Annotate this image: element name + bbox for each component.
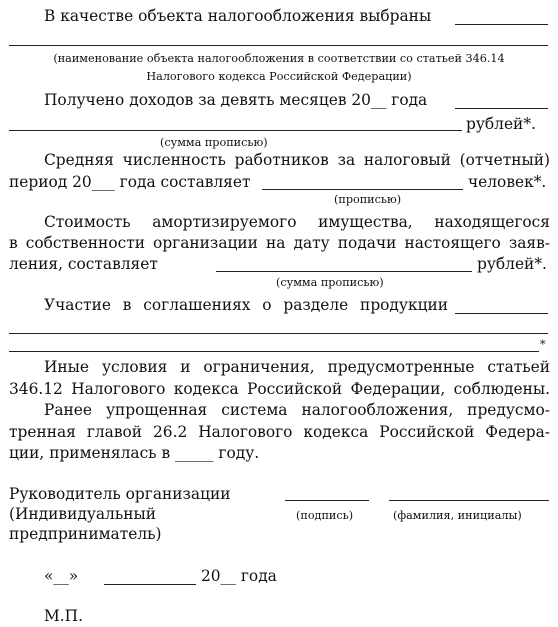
signature-caption: (подпись) (296, 509, 354, 522)
property-amount-blank[interactable] (216, 271, 472, 272)
object-of-taxation-blank[interactable] (455, 24, 548, 25)
previous-system-label-3: ции, применялась в _____ году. (9, 444, 260, 462)
income-rubles-suffix: рублей*. (466, 115, 536, 133)
object-of-taxation-caption-1: (наименование объекта налогообложения в соответствии со статьей 346.14 (53, 52, 505, 65)
income-caption: (сумма прописью) (160, 136, 268, 149)
psa-blank[interactable] (455, 313, 548, 314)
property-label-3: ления, составляет (9, 255, 158, 273)
employees-caption: (прописью) (334, 193, 402, 206)
object-of-taxation-label: В качестве объекта налогообложения выбраны (44, 7, 432, 25)
property-caption: (сумма прописью) (276, 276, 384, 289)
stamp-place-label: М.П. (44, 607, 83, 625)
property-label-2: в собственности организации на дату подачи настоящего заяв- (9, 234, 550, 252)
income-amount-blank[interactable] (9, 130, 462, 131)
psa-label: Участие в соглашениях о разделе продукции (44, 296, 448, 314)
property-rubles-suffix: рублей*. (477, 255, 547, 273)
full-name-caption: (фамилия, инициалы) (393, 509, 522, 522)
previous-system-label-2: тренная главой 26.2 Налогового кодекса Российской Федера- (9, 423, 550, 441)
psa-asterisk: * (540, 338, 546, 351)
entrepreneur-label-2: предприниматель) (9, 525, 162, 543)
previous-system-label: Ранее упрощенная система налогообложения, предусмо- (44, 401, 550, 419)
psa-blank-3[interactable] (9, 351, 539, 352)
entrepreneur-label: (Индивидуальный (9, 505, 156, 523)
income-label: Получено доходов за девять месяцев 20__ года (44, 91, 428, 109)
income-blank[interactable] (455, 108, 548, 109)
date-year-field: 20__ года (201, 567, 277, 585)
property-label: Стоимость амортизируемого имущества, находящегося (44, 213, 550, 231)
conditions-label: Иные условия и ограничения, предусмотренные статьей (44, 358, 550, 376)
full-name-blank[interactable] (389, 500, 549, 501)
employees-label: Средняя численность работников за налоговый (отчетный) (44, 151, 550, 169)
signature-blank[interactable] (285, 500, 369, 501)
employees-period-label: период 20___ года составляет (9, 173, 251, 191)
object-of-taxation-caption-2: Налогового кодекса Российской Федерации) (146, 70, 412, 83)
date-day-field: «__» (44, 567, 79, 585)
psa-blank-2[interactable] (9, 333, 548, 334)
director-label: Руководитель организации (9, 485, 231, 503)
date-month-blank[interactable] (104, 584, 196, 585)
conditions-label-2: 346.12 Налогового кодекса Российской Федерации, соблюдены. (9, 380, 550, 398)
employees-count-blank[interactable] (262, 189, 463, 190)
employees-suffix: человек*. (468, 173, 547, 191)
object-of-taxation-blank-2[interactable] (9, 45, 548, 46)
